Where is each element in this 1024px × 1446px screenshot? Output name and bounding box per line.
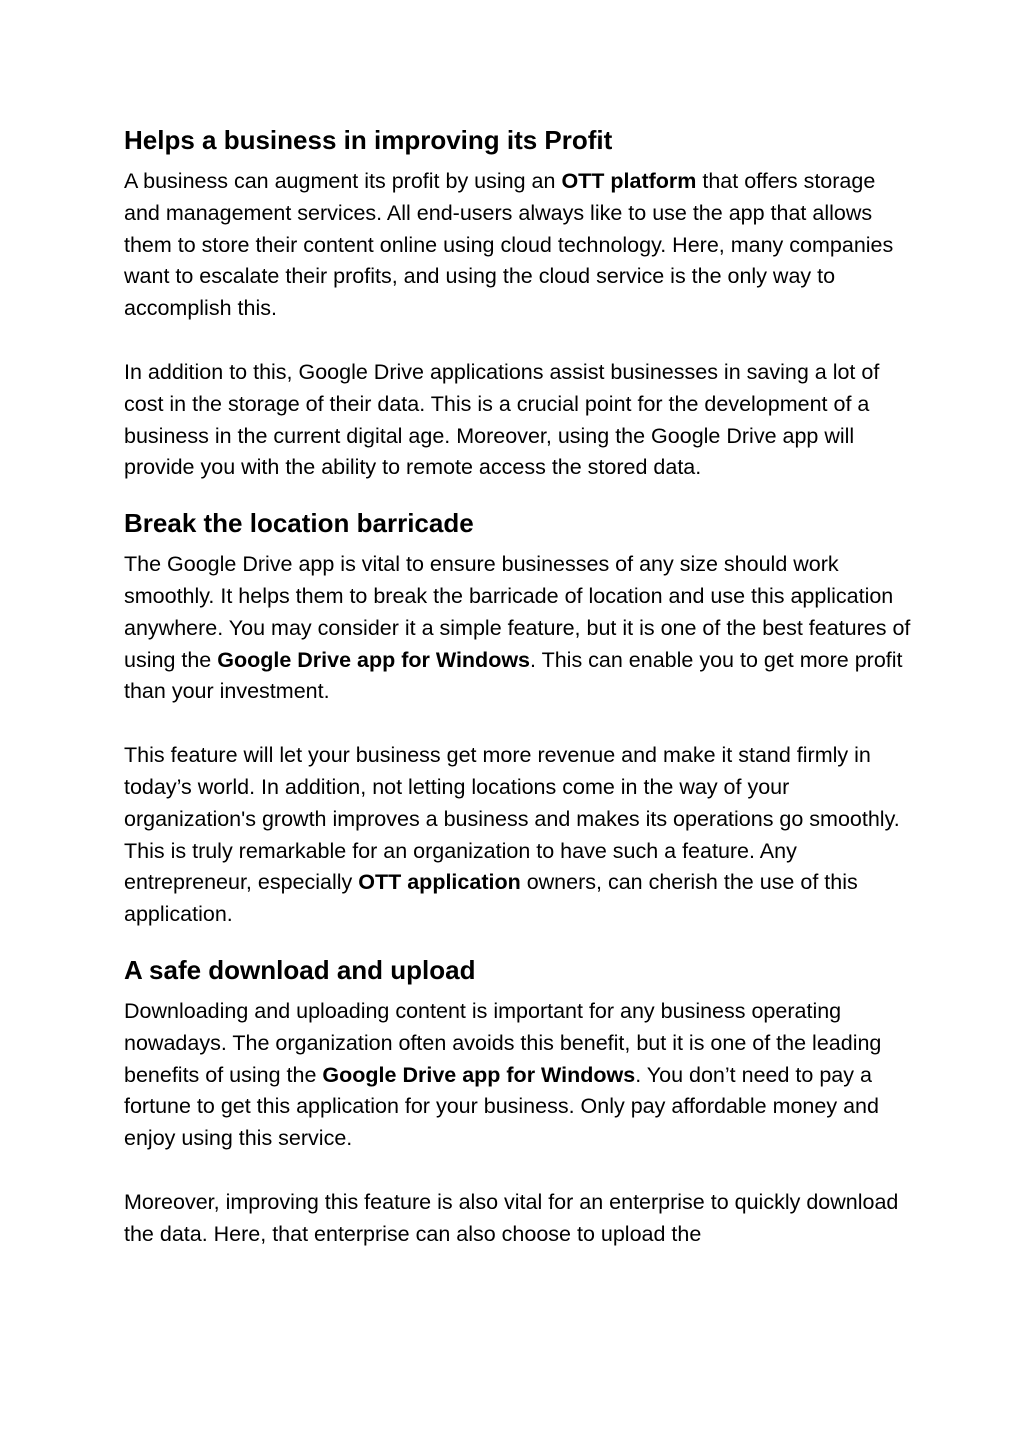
text-run: that offers storage and management services. All end-users always like to use the app that allows them to store their content online using cloud technology. Here, many companies want to escalate their profits, and using the cloud service is the only way to accomplish this. bbox=[124, 169, 894, 321]
section-spacer bbox=[124, 484, 914, 505]
bold-text-run: Google Drive app for Windows bbox=[217, 647, 531, 672]
paragraph bbox=[124, 1187, 914, 1251]
paragraph bbox=[124, 996, 914, 1155]
heading-location-barricade: Break the location barricade bbox=[124, 508, 474, 539]
text-run: owners, can cherish the use of this application. bbox=[124, 870, 858, 927]
section-spacer bbox=[124, 931, 914, 952]
heading-improving-profit: Helps a business in improving its Profit bbox=[124, 125, 613, 155]
paragraph-spacer bbox=[124, 1155, 914, 1187]
text-run: . You don’t need to pay a fortune to get this application for your business. Only pay affordable money and enjoy using this service. bbox=[124, 1062, 879, 1151]
heading-safe-download-upload: A safe download and upload bbox=[124, 954, 476, 985]
paragraph bbox=[124, 549, 914, 708]
bold-text-run: OTT application bbox=[358, 870, 521, 895]
text-run: . This can enable you to get more profit than your investment. bbox=[124, 647, 903, 704]
text-run: Downloading and uploading content is important for any business operating nowadays. The organization often avoids this benefit, but it is one of the leading benefits of using the bbox=[124, 998, 882, 1087]
paragraph-spacer bbox=[124, 325, 914, 357]
text-run: Moreover, improving this feature is also vital for an enterprise to quickly download the data. Here, that enterprise can also choose to upload the bbox=[124, 1189, 899, 1246]
text-run: This feature will let your business get more revenue and make it stand firmly in today’s world. In addition, not letting locations come in the way of your organization's growth improves a business and makes its operations go smoothly. This is truly remarkable for an organization to have such a feature. Any entrepreneur, especially bbox=[124, 743, 900, 895]
text-run: In addition to this, Google Drive applications assist businesses in saving a lot of cost in the storage of their data. This is a crucial point for the development of a business in the current digital age. Moreover, using the Google Drive app will provide you with the ability to remote access the stored data. bbox=[124, 359, 880, 480]
bold-text-run: OTT platform bbox=[561, 169, 697, 193]
paragraph bbox=[124, 166, 914, 325]
text-run: A business can augment its profit by using an bbox=[124, 169, 562, 193]
paragraph bbox=[124, 740, 914, 931]
text-run: The Google Drive app is vital to ensure businesses of any size should work smoothly. It helps them to break the barricade of location and use this application anywhere. You may consider it a simple feature, but it is one of the best features of using the bbox=[124, 552, 911, 672]
bold-text-run: Google Drive app for Windows bbox=[322, 1062, 636, 1087]
paragraph bbox=[124, 357, 914, 484]
document-page bbox=[124, 122, 914, 1251]
paragraph-spacer bbox=[124, 708, 914, 740]
